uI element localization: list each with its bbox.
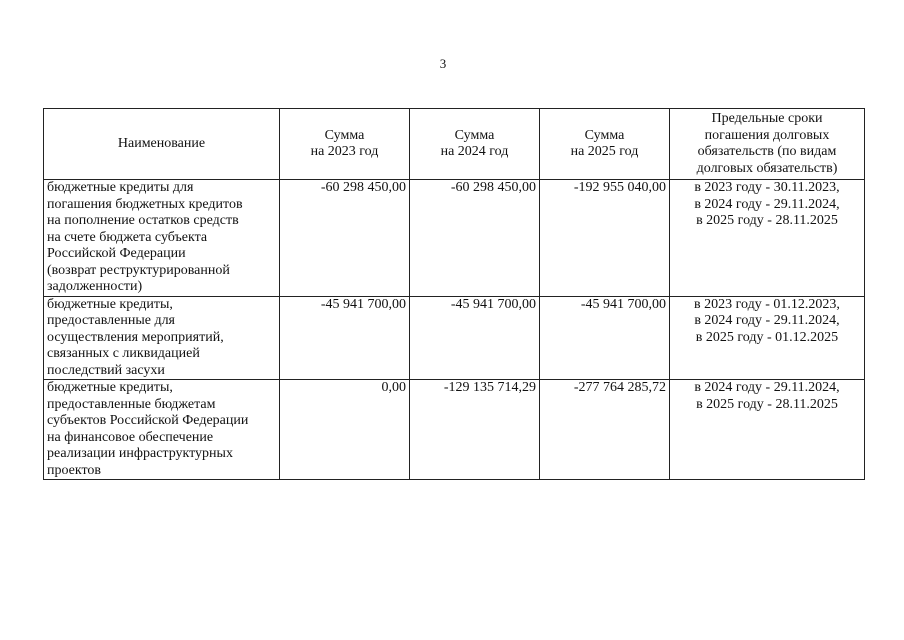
amount-2025: -192 955 040,00 xyxy=(540,180,670,297)
table-row xyxy=(44,380,865,480)
table-header-row xyxy=(44,109,865,180)
repayment-deadlines: в 2023 году - 01.12.2023, в 2024 году - 29.11.2024, в 2025 году - 01.12.2025 xyxy=(670,296,865,380)
row-name: бюджетные кредиты, предоставленные бюджетам субъектов Российской Федерации на финансовое обеспечение реализации инфраструктурных проектов xyxy=(44,380,280,480)
header-deadlines: Предельные сроки погашения долговых обязательств (по видам долговых обязательств) xyxy=(670,109,865,180)
table-row xyxy=(44,180,865,297)
amount-2023: 0,00 xyxy=(280,380,410,480)
amount-2024: -60 298 450,00 xyxy=(410,180,540,297)
amount-2025: -45 941 700,00 xyxy=(540,296,670,380)
repayment-deadlines: в 2024 году - 29.11.2024, в 2025 году - 28.11.2025 xyxy=(670,380,865,480)
amount-2025: -277 764 285,72 xyxy=(540,380,670,480)
debt-repayment-table xyxy=(43,108,865,480)
row-name: бюджетные кредиты для погашения бюджетных кредитов на пополнение остатков средств на счете бюджета субъекта Российской Федерации (возврат реструктурированной задолженности) xyxy=(44,180,280,297)
amount-2024: -129 135 714,29 xyxy=(410,380,540,480)
page-number: 3 xyxy=(439,56,447,71)
header-amount-2024: Сумма на 2024 год xyxy=(410,109,540,180)
header-amount-2023: Сумма на 2023 год xyxy=(280,109,410,180)
header-name: Наименование xyxy=(44,109,280,180)
amount-2024: -45 941 700,00 xyxy=(410,296,540,380)
row-name: бюджетные кредиты, предоставленные для осуществления мероприятий, связанных с ликвидацией последствий засухи xyxy=(44,296,280,380)
table-row xyxy=(44,296,865,380)
header-amount-2025: Сумма на 2025 год xyxy=(540,109,670,180)
amount-2023: -45 941 700,00 xyxy=(280,296,410,380)
repayment-deadlines: в 2023 году - 30.11.2023, в 2024 году - 29.11.2024, в 2025 году - 28.11.2025 xyxy=(670,180,865,297)
amount-2023: -60 298 450,00 xyxy=(280,180,410,297)
